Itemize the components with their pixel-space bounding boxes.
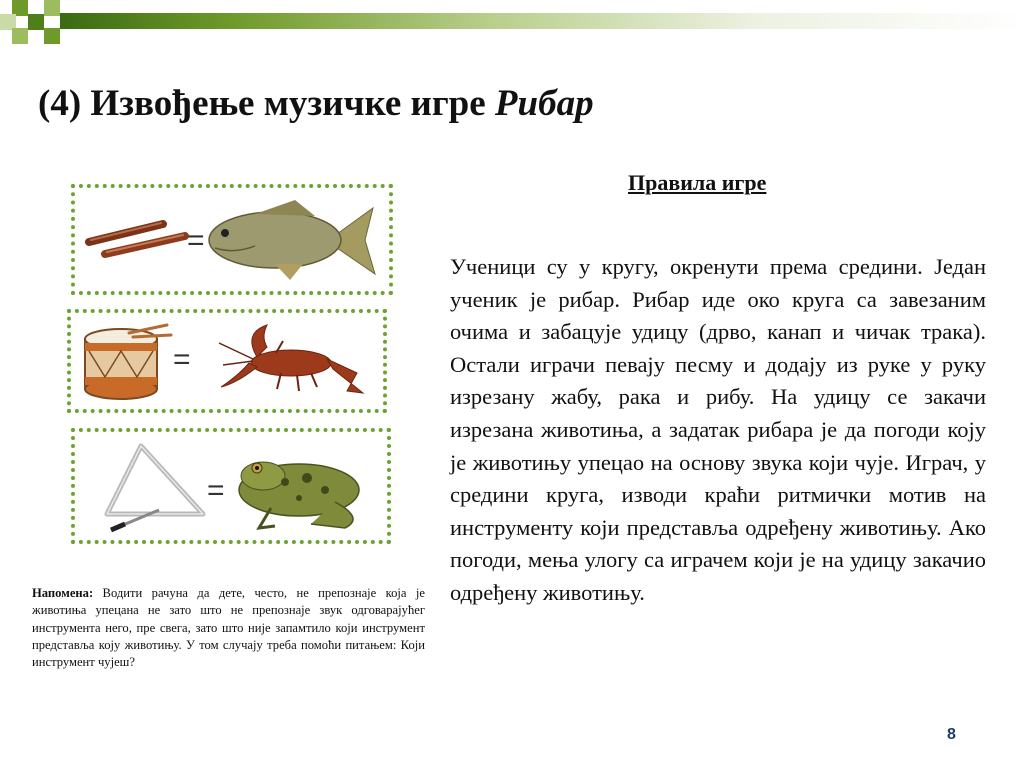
equals-sign: =	[187, 224, 205, 257]
pair-drum-crayfish	[67, 309, 387, 413]
page-number: 8	[947, 726, 956, 743]
pair-sticks-fish	[71, 184, 393, 295]
equals-sign: =	[173, 343, 191, 376]
note-label: Напомена:	[32, 586, 94, 600]
equals-sign: =	[207, 474, 225, 507]
page-title: (4) Извођење музичке игре Рибар	[38, 83, 594, 124]
pair-triangle-frog	[71, 428, 391, 544]
triangle-instrument-icon	[107, 446, 203, 530]
note	[32, 585, 425, 671]
wooden-sticks-icon	[89, 223, 185, 254]
rules-text: Ученици су у кругу, окренути према средини. Један ученик је рибар. Рибар иде око круга са завезаним очима и забацује удицу (дрво, канап и чичак трака). Остали играчи певају песму и додају из руке у руку изрезану жабу, рака и рибу. На удицу се закачи изрезана животиња, а задатак рибара је да погоди коју је животињу упецао на основу звука који чује. Играч, у средини круга, изводи краћи ритмички мотив на инструменту који представља одређену животињу. Ако погоди, мења улогу са играчем који је на удицу закачио одређену животињу.	[450, 254, 986, 605]
rules-heading: Правила игре	[628, 170, 767, 195]
fish-icon	[209, 200, 375, 280]
drum-icon	[85, 325, 171, 399]
top-decoration	[0, 0, 1024, 42]
note-text: Водити рачуна да дете, често, не препознаје која је животиња упецана не зато што не препознаје звук одговарајућег инструмента него, пре свега, зато што није запамтило који инструмент представља коју животињу. У том случају треба помоћи питањем: Који инструмент чујеш?	[32, 586, 425, 670]
crayfish-icon	[219, 325, 363, 393]
frog-icon	[239, 462, 359, 528]
